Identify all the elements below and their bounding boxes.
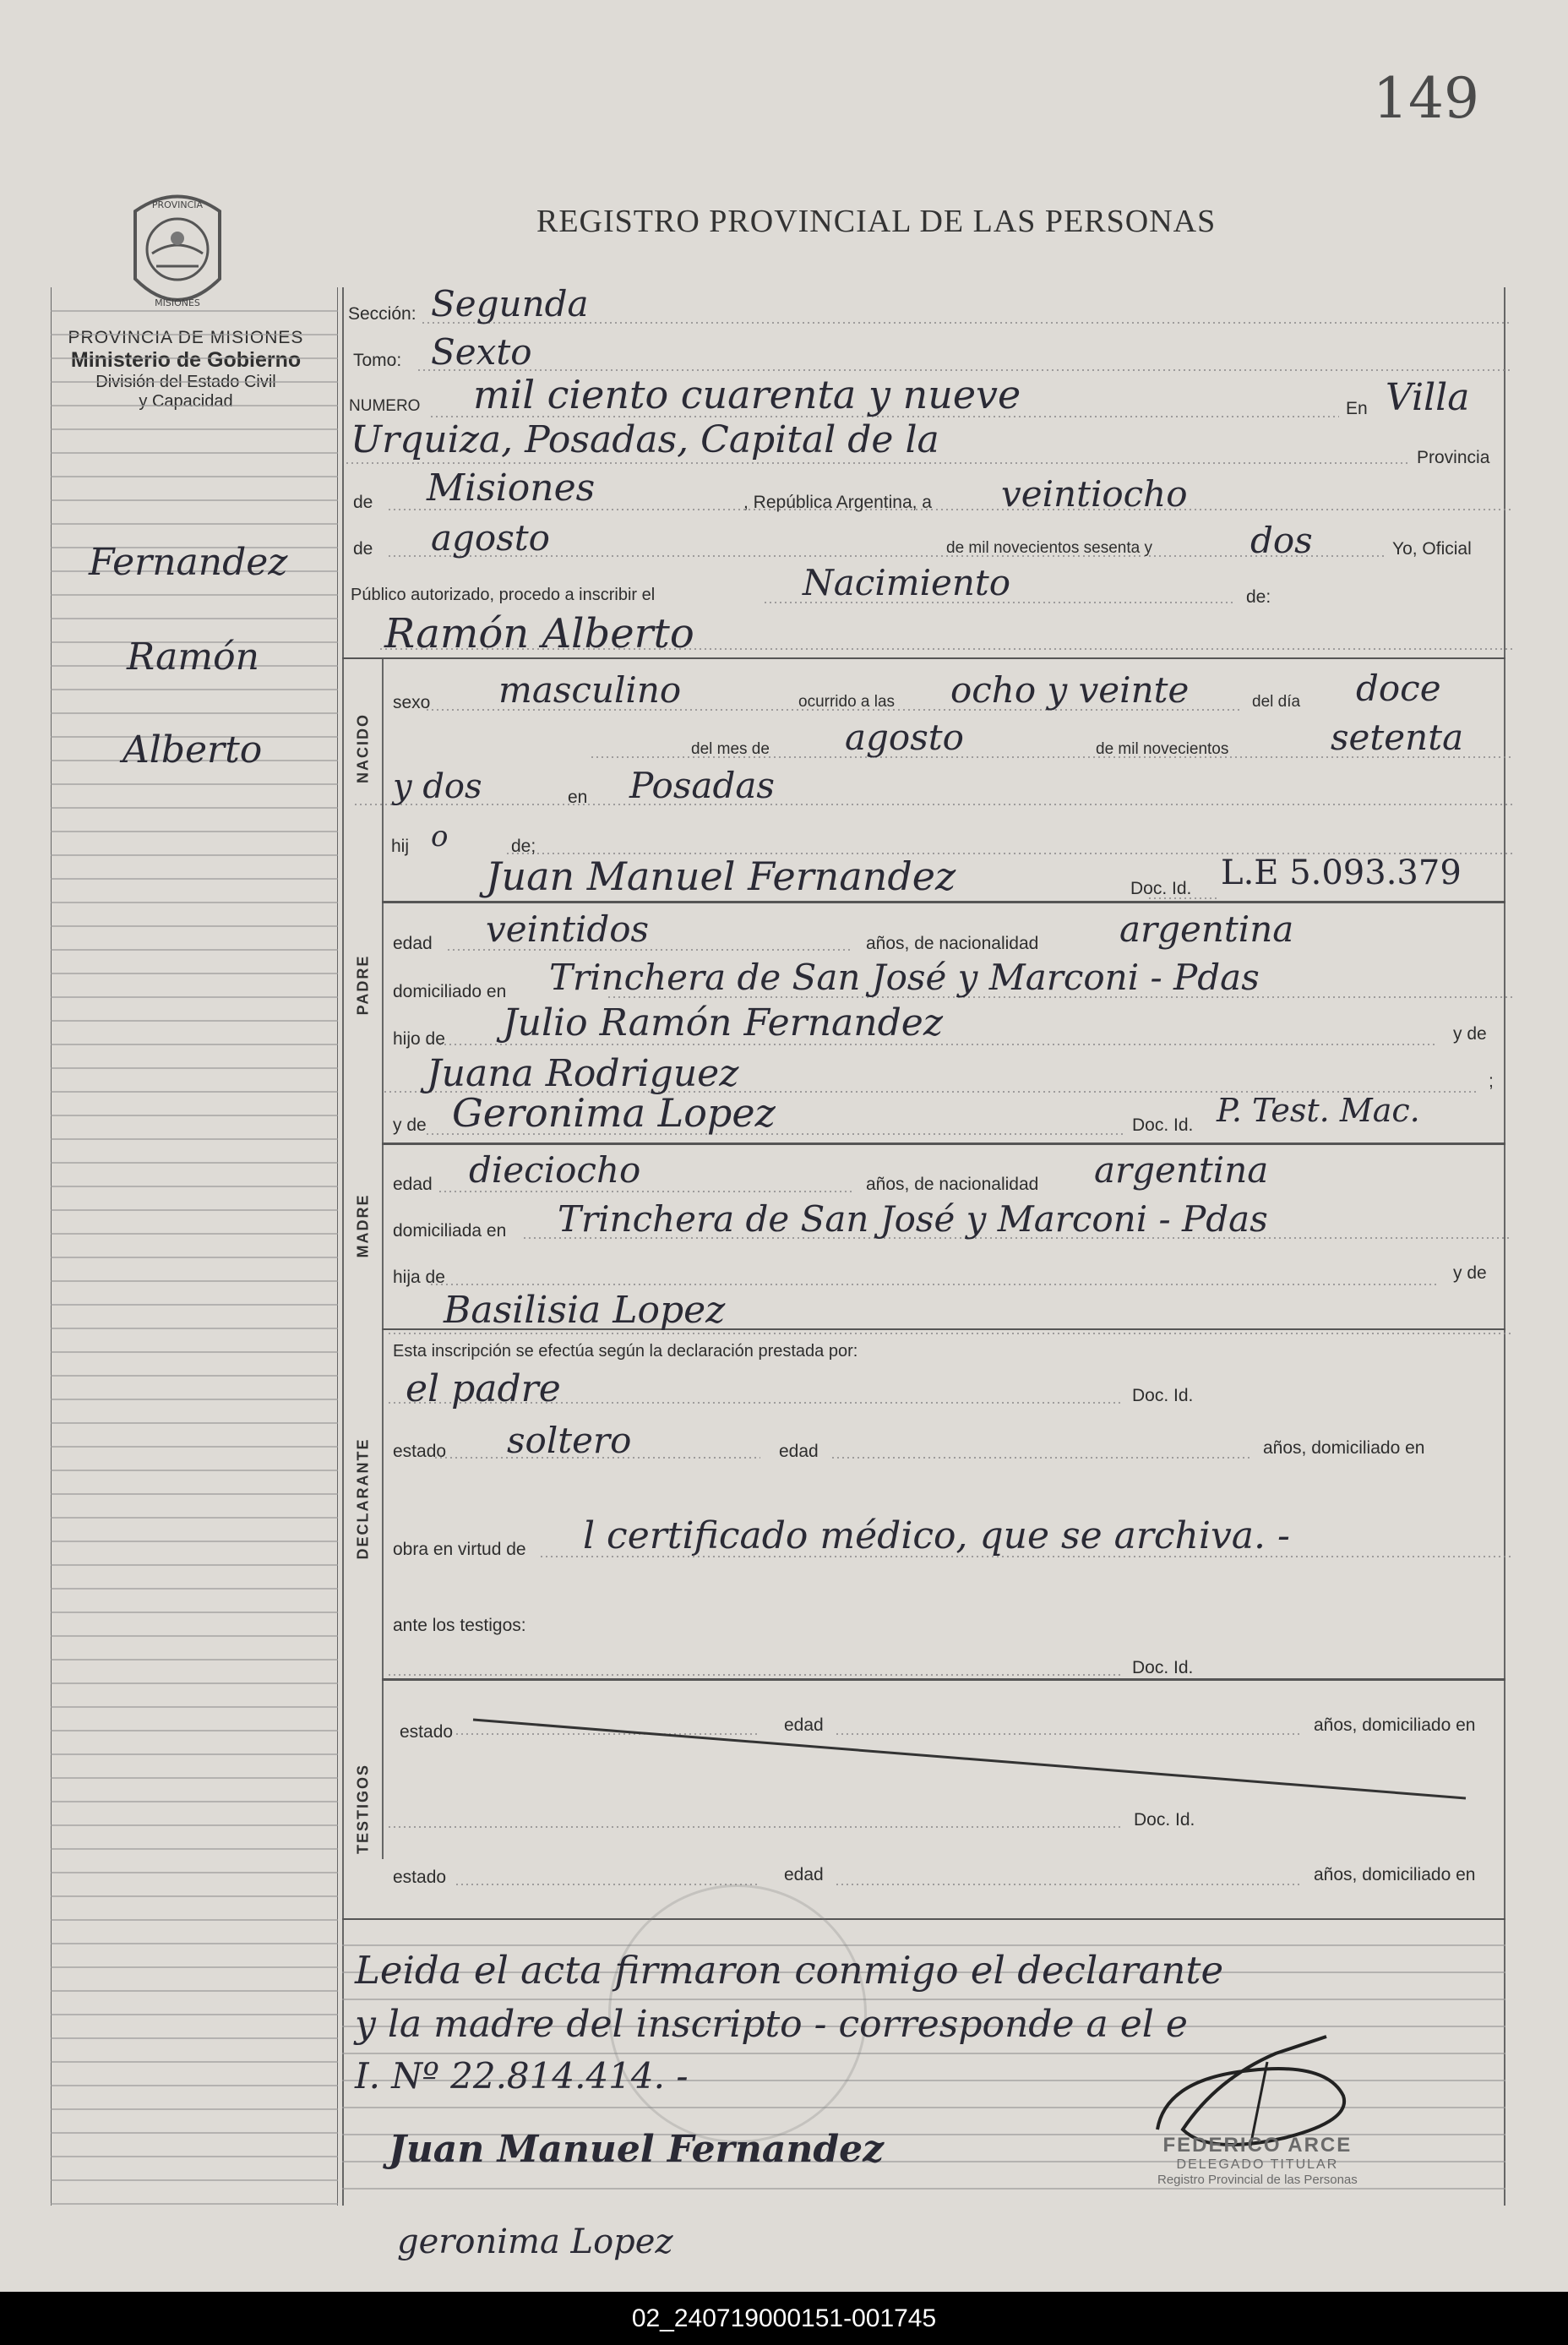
label-estado-test1: estado — [400, 1722, 454, 1742]
value-dia-nac: doce — [1356, 668, 1441, 709]
value-estado-decl: soltero — [507, 1420, 632, 1461]
value-padre-nombre: Juan Manuel Fernandez — [486, 853, 956, 899]
closing-line-1: Leida el acta firmaron conmigo el declarante — [355, 1948, 1224, 1993]
value-en-place: Villa — [1386, 376, 1470, 419]
label-hij: hij — [391, 837, 410, 856]
value-nombre: Ramón Alberto — [384, 610, 694, 657]
value-provincia: Misiones — [427, 466, 596, 510]
value-hij-suffix: o — [431, 820, 449, 853]
value-sexo: masculino — [498, 669, 682, 711]
closing-line-2: y la madre del inscripto - corresponde a el e — [355, 2003, 1188, 2046]
label-obra: obra en virtud de — [393, 1540, 526, 1559]
value-mes-nac: agosto — [845, 717, 964, 758]
label-anios-dom-test1: años, domiciliado en — [1314, 1715, 1476, 1735]
label-ante-testigos: ante los testigos: — [393, 1616, 526, 1635]
label-doc-id-test1: Doc. Id. — [1132, 1658, 1194, 1677]
value-padre-nac: argentina — [1119, 908, 1294, 950]
label-y-de-abuela: y de — [1453, 1263, 1487, 1283]
agency-line2: Ministerio de Gobierno — [70, 348, 302, 372]
label-de-mes: de — [353, 539, 373, 559]
value-padre-hijo-de: Julio Ramón Fernandez — [503, 1001, 943, 1044]
value-tomo: Sexto — [431, 331, 532, 373]
section-label-madre: MADRE — [354, 1193, 372, 1258]
label-estado-decl: estado — [393, 1442, 447, 1461]
label-y-de-madre: y de — [393, 1115, 427, 1135]
label-en-lugar: en — [568, 788, 588, 807]
value-mes-fecha: agosto — [431, 517, 550, 559]
official-stamp — [1157, 2134, 1358, 2187]
image-id-footer: 02_240719000151-001745 — [0, 2292, 1568, 2345]
label-esta-inscripcion: Esta inscripción se efectúa según la declaración prestada por: — [393, 1342, 858, 1361]
label-republica: , República Argentina, a — [743, 493, 932, 512]
label-edad-test1: edad — [784, 1715, 824, 1735]
label-edad-madre: edad — [393, 1175, 433, 1194]
label-domiciliada: domiciliada en — [393, 1221, 507, 1241]
value-place-line: Urquiza, Posadas, Capital de la — [351, 418, 939, 461]
label-provincia: Provincia — [1417, 448, 1490, 467]
page-number: 149 — [1373, 66, 1479, 131]
value-seccion: Segunda — [431, 283, 589, 324]
label-doc-id-madre: Doc. Id. — [1132, 1115, 1194, 1135]
label-semicolon: ; — [1489, 1072, 1494, 1091]
label-sexo: sexo — [393, 693, 431, 712]
label-anios-dom-test2: años, domiciliado en — [1314, 1865, 1476, 1884]
value-obra: l certificado médico, que se archiva. - — [583, 1514, 1290, 1557]
label-domiciliado: domiciliado en — [393, 982, 507, 1001]
margin-note-name2: Alberto — [122, 728, 263, 772]
agency-line1: PROVINCIA DE MISIONES — [68, 328, 304, 347]
label-anios-dom-decl: años, domiciliado en — [1263, 1438, 1425, 1458]
signature-madre: geronima Lopez — [397, 2222, 673, 2261]
label-doc-id-test2: Doc. Id. — [1134, 1810, 1195, 1830]
label-edad-padre: edad — [393, 934, 433, 953]
value-anio-nac2: y dos — [393, 767, 482, 806]
seal-text-bottom: MISIONES — [155, 297, 200, 308]
value-acto: Nacimiento — [803, 562, 1011, 603]
value-numero: mil ciento cuarenta y nueve — [473, 372, 1021, 417]
label-nac-padre: años, de nacionalidad — [866, 934, 1039, 953]
label-doc-id-decl: Doc. Id. — [1132, 1386, 1194, 1405]
margin-note-surname: Fernandez — [89, 541, 288, 584]
agency-line3: División del Estado Civil — [95, 373, 276, 391]
seal-text-top: PROVINCIA — [151, 199, 204, 210]
value-declarante: el padre — [406, 1367, 561, 1410]
value-padre-doc: L.E 5.093.379 — [1221, 853, 1462, 892]
value-madre-hija-de: Basilisia Lopez — [444, 1289, 726, 1332]
label-mil-novecientos: de mil novecientos sesenta y — [946, 539, 1152, 557]
header-title: REGISTRO PROVINCIAL DE LAS PERSONAS — [536, 204, 1217, 239]
value-madre-doc: P. Test. Mac. — [1217, 1092, 1420, 1129]
section-label-declarante: DECLARANTE — [354, 1437, 372, 1560]
label-del-mes: del mes de — [691, 740, 770, 758]
label-edad-decl: edad — [779, 1442, 819, 1461]
section-label-testigos: TESTIGOS — [354, 1764, 372, 1855]
label-tomo: Tomo: — [353, 351, 402, 370]
label-de-mil: de mil novecientos — [1096, 740, 1229, 758]
stamp-role: DELEGADO TITULAR — [1176, 2157, 1339, 2172]
value-madre-nombre: Geronima Lopez — [452, 1090, 776, 1136]
label-en: En — [1346, 399, 1368, 418]
section-label-padre: PADRE — [354, 954, 372, 1016]
label-del-dia: del día — [1252, 693, 1301, 711]
label-edad-test2: edad — [784, 1865, 824, 1884]
value-anio-fecha: dos — [1250, 520, 1313, 561]
label-estado-test2: estado — [393, 1868, 447, 1887]
label-de-prov: de — [353, 493, 373, 512]
label-de-colon: de: — [1246, 587, 1271, 607]
label-ocurrido: ocurrido a las — [798, 693, 896, 711]
label-hijo-de: hijo de — [393, 1029, 445, 1049]
closing-line-3: I. Nº 22.814.414. - — [355, 2055, 689, 2097]
value-hora: ocho y veinte — [950, 669, 1190, 711]
margin-note-name1: Ramón — [127, 635, 259, 679]
signature-padre: Juan Manuel Fernandez — [389, 2128, 885, 2171]
agency-line4: y Capacidad — [139, 392, 233, 411]
label-y-de-padre: y de — [1453, 1024, 1487, 1044]
label-nac-madre: años, de nacionalidad — [866, 1175, 1039, 1194]
label-seccion: Sección: — [348, 304, 416, 324]
stamp-name: FEDERICO ARCE — [1162, 2134, 1353, 2157]
value-padre-madre: Juana Rodriguez — [427, 1052, 739, 1095]
label-hija-de: hija de — [393, 1268, 445, 1287]
stamp-org: Registro Provincial de las Personas — [1157, 2173, 1358, 2187]
value-padre-dom: Trinchera de San José y Marconi - Pdas — [549, 957, 1260, 998]
value-lugar-nac: Posadas — [629, 765, 775, 806]
section-label-nacido: NACIDO — [354, 713, 372, 783]
label-de-semi: de; — [511, 837, 536, 856]
value-madre-dom: Trinchera de San José y Marconi - Pdas — [558, 1198, 1268, 1240]
label-yo-oficial: Yo, Oficial — [1392, 539, 1472, 559]
label-doc-id-padre: Doc. Id. — [1130, 879, 1192, 898]
label-publico: Público autorizado, procedo a inscribir el — [351, 586, 656, 604]
value-dia-fecha: veintiocho — [1001, 473, 1188, 515]
value-padre-edad: veintidos — [486, 908, 650, 950]
label-numero: NUMERO — [349, 397, 421, 415]
value-anio-nac: setenta — [1331, 717, 1464, 758]
value-madre-edad: dieciocho — [469, 1149, 641, 1191]
value-madre-nac: argentina — [1094, 1149, 1269, 1191]
